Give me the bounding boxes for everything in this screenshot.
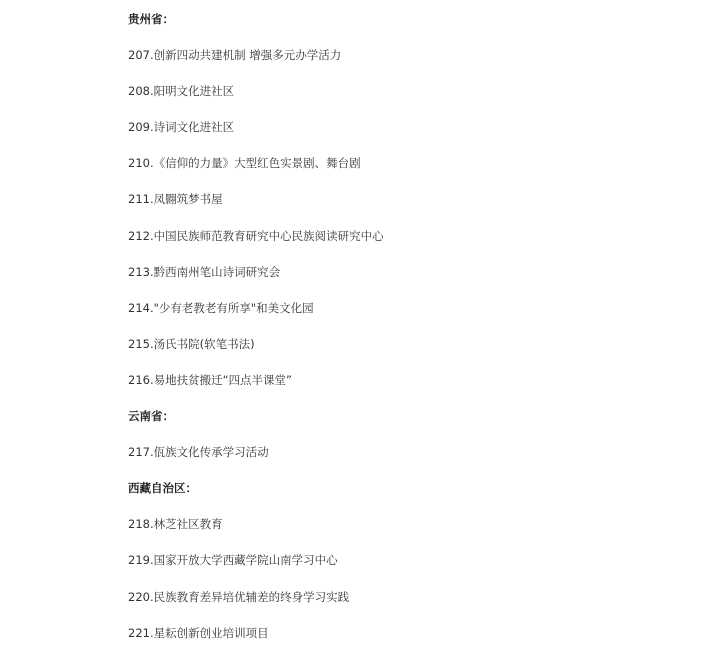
document-body <box>128 10 688 660</box>
list-item: 215.汤氏书院(软笔书法) <box>128 336 255 351</box>
list-item: 217.佤族文化传承学习活动 <box>128 445 269 460</box>
list-item: 216.易地扶贫搬迁“四点半课堂” <box>128 372 293 387</box>
section-heading-tibet: 西藏自治区： <box>128 481 197 496</box>
list-item: 209.诗词文化进社区 <box>128 120 235 135</box>
section-heading-yunnan: 云南省： <box>128 409 174 424</box>
list-item: 211.凤翾筑梦书屋 <box>128 192 223 207</box>
list-item: 208.阳明文化进社区 <box>128 84 235 99</box>
list-item: 220.民族教育差异培优辅差的终身学习实践 <box>128 589 350 604</box>
list-item: 219.国家开放大学西藏学院山南学习中心 <box>128 553 338 568</box>
list-item: 207.创新四动共建机制 增强多元办学活力 <box>128 48 342 63</box>
list-item: 213.黔西南州笔山诗词研究会 <box>128 264 281 279</box>
list-item: 212.中国民族师范教育研究中心民族阅读研究中心 <box>128 228 384 243</box>
list-item: 218.林芝社区教育 <box>128 517 223 532</box>
list-item: 210.《信仰的力量》大型红色实景剧、舞台剧 <box>128 156 361 171</box>
section-heading-guizhou: 贵州省： <box>128 12 174 26</box>
list-item: 221.星耘创新创业培训项目 <box>128 625 269 640</box>
list-item: 214."少有老教老有所享"和美文化园 <box>128 300 314 315</box>
